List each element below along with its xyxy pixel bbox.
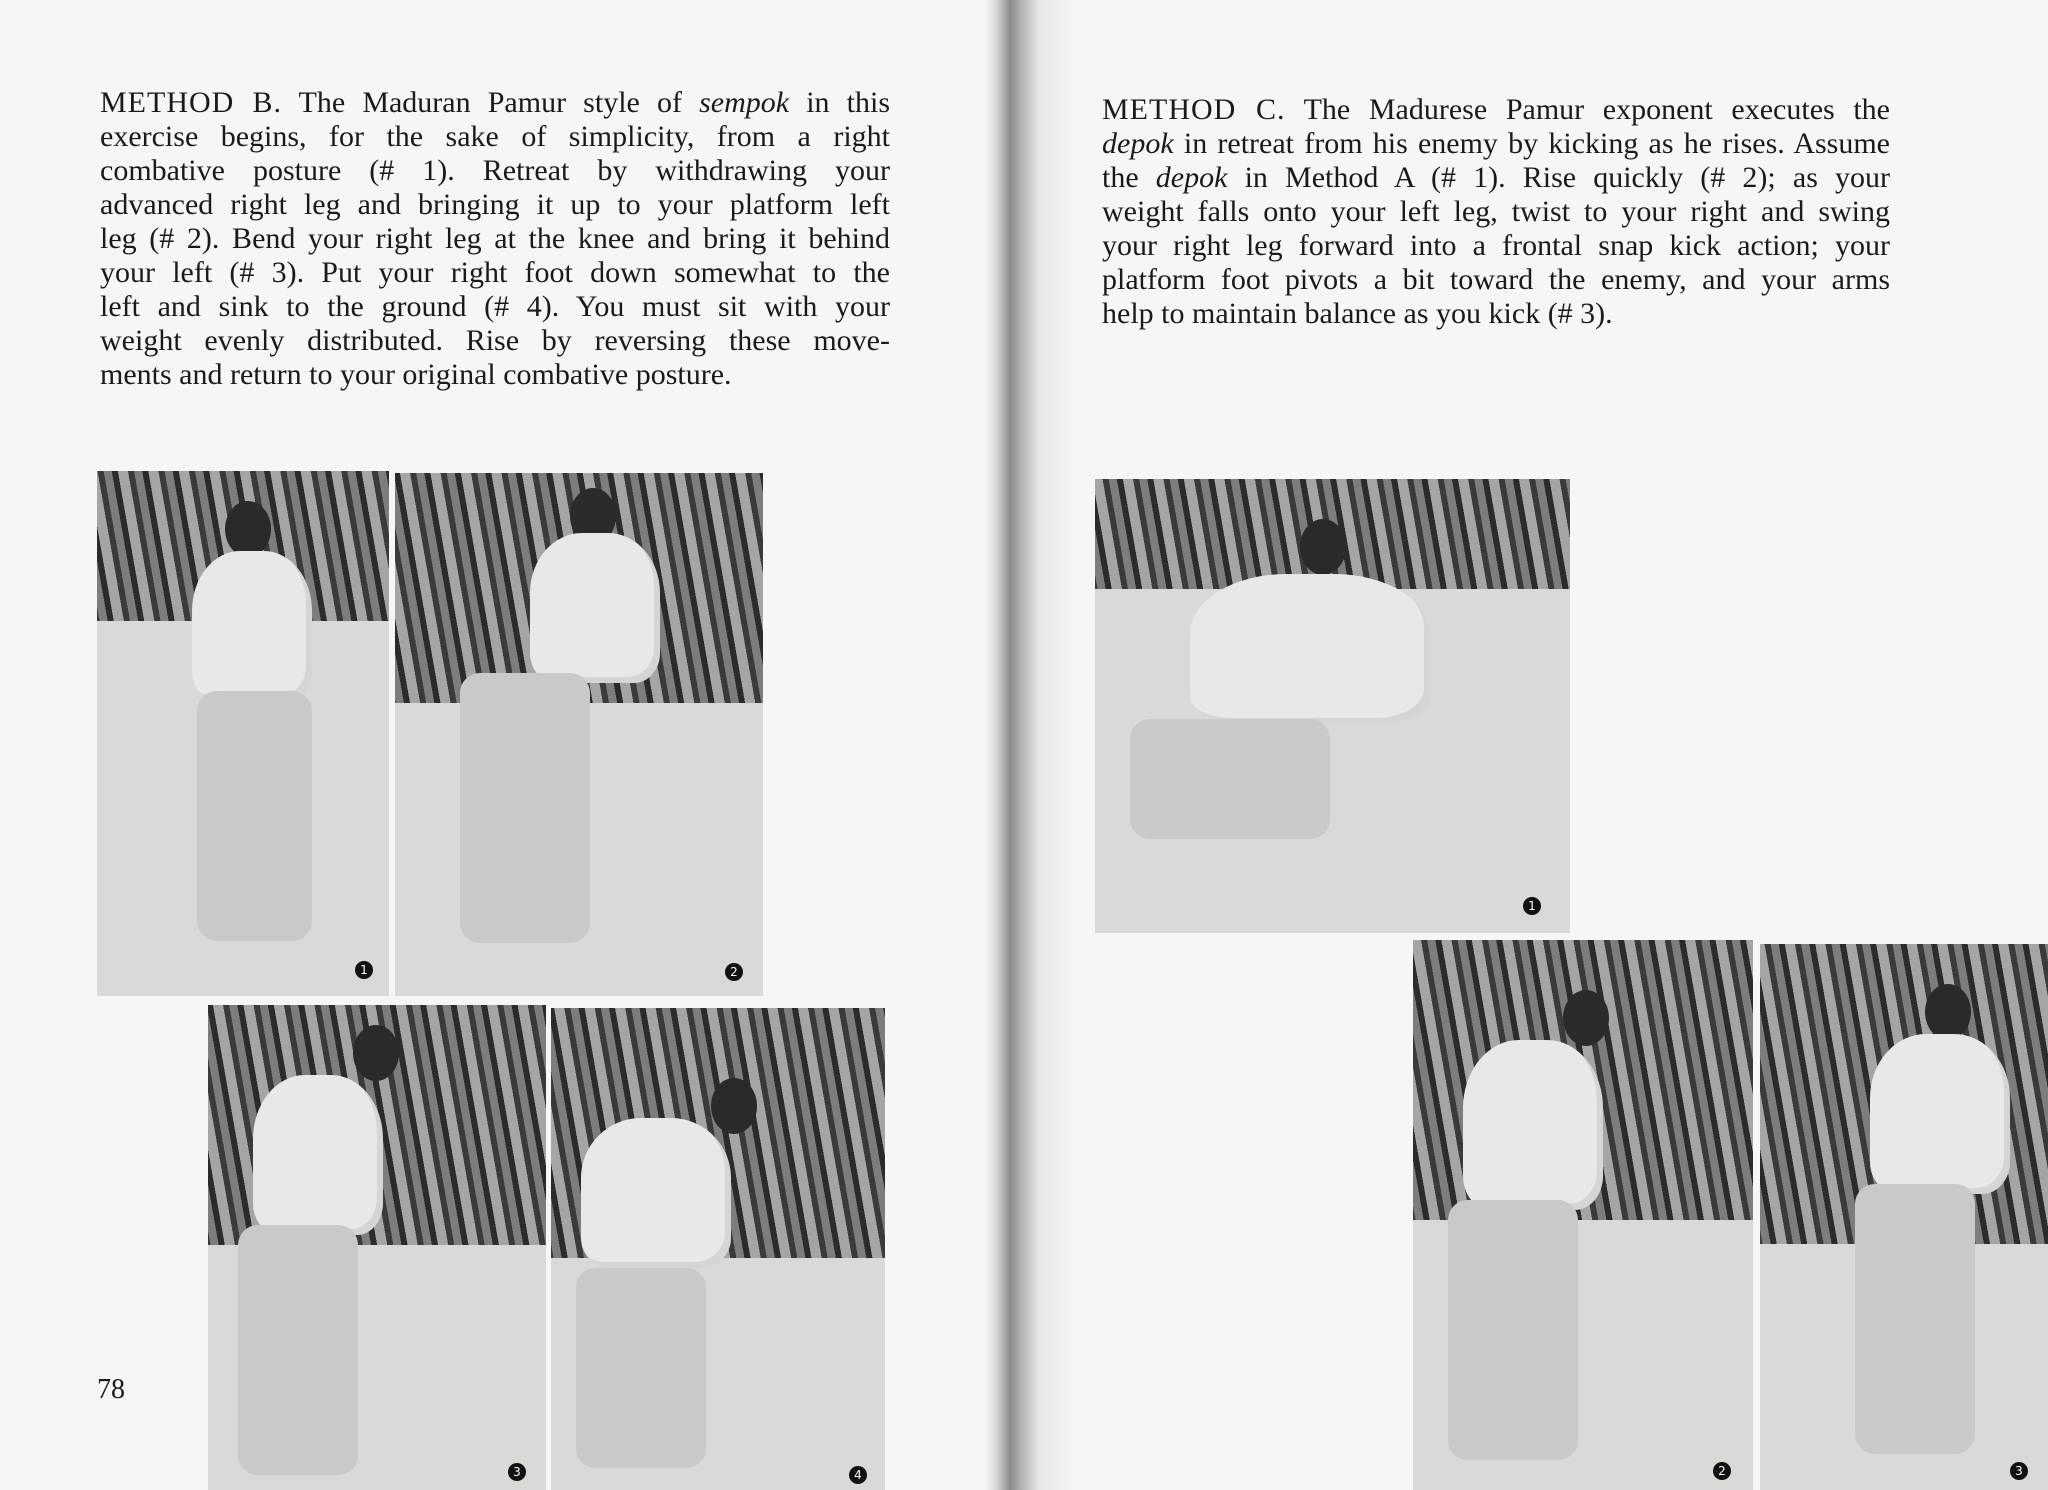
book-gutter	[985, 0, 1075, 1490]
text-line: left and sink to the ground (# 4). You must sit with your	[100, 290, 890, 323]
method-label: METHOD B.	[100, 86, 282, 119]
person-torso	[530, 533, 660, 683]
person-legs	[1130, 719, 1330, 839]
photo-number: 4	[849, 1466, 867, 1484]
text-run: in retreat from his enemy by kicking as he rises. Assume	[1173, 127, 1890, 160]
italic-term: depok	[1155, 161, 1228, 194]
photo-2-left	[395, 473, 763, 996]
person-legs	[576, 1268, 706, 1468]
person-head	[711, 1078, 757, 1134]
text-line: leg (# 2). Bend your right leg at the knee and bring it behind	[100, 222, 890, 255]
photo-number: 1	[1523, 897, 1541, 915]
text-line: platform foot pivots a bit toward the enemy, and your arms	[1102, 263, 1890, 296]
person-head	[1563, 990, 1609, 1046]
right-page-paragraph	[1102, 93, 1890, 331]
italic-term: sempok	[699, 86, 790, 119]
text-run: in Method A (# 1). Rise quickly (# 2); as your	[1227, 161, 1890, 194]
person-torso	[253, 1075, 383, 1235]
person-torso	[1870, 1034, 2010, 1194]
text-run: The Madurese Pamur exponent executes the	[1285, 93, 1890, 126]
person-legs	[1855, 1184, 1975, 1454]
photo-number: 3	[2010, 1462, 2028, 1480]
photo-2-right	[1413, 940, 1753, 1490]
text-line: exercise begins, for the sake of simplicity, from a right	[100, 120, 890, 153]
photo-3-left	[208, 1005, 546, 1490]
person-legs	[1448, 1200, 1578, 1460]
text-line: combative posture (# 1). Retreat by withdrawing your	[100, 154, 890, 187]
photo-1-left	[97, 471, 389, 996]
left-page-paragraph	[100, 86, 890, 392]
photo-3-right	[1760, 944, 2048, 1490]
text-line: your right leg forward into a frontal snap kick action; your	[1102, 229, 1890, 262]
text-line	[1102, 127, 1890, 161]
person-torso	[192, 551, 312, 701]
photo-1-right	[1095, 479, 1570, 933]
text-line: weight falls onto your left leg, twist to your right and swing	[1102, 195, 1890, 228]
photo-number: 1	[355, 961, 373, 979]
person-torso	[1463, 1040, 1603, 1210]
photo-number: 3	[508, 1463, 526, 1481]
person-torso	[581, 1118, 731, 1268]
photo-4-left	[551, 1008, 885, 1490]
photo-number: 2	[725, 963, 743, 981]
text-run: The Maduran Pamur style of	[281, 86, 700, 119]
person-legs	[460, 673, 590, 943]
person-legs	[197, 691, 312, 941]
text-run: in this	[789, 86, 891, 119]
text-line: advanced right leg and bringing it up to your platform left	[100, 188, 890, 221]
person-head	[225, 501, 271, 557]
text-line	[1102, 161, 1890, 195]
italic-term: depok	[1102, 127, 1174, 160]
text-run: the	[1102, 161, 1156, 194]
person-head	[1300, 519, 1346, 575]
photo-number: 2	[1713, 1462, 1731, 1480]
text-line	[100, 86, 890, 120]
person-head	[1925, 984, 1971, 1040]
text-line: help to maintain balance as you kick (# 3).	[1102, 297, 1613, 330]
text-line: weight evenly distributed. Rise by reversing these move-	[100, 324, 890, 357]
person-head	[353, 1025, 399, 1081]
text-line	[1102, 93, 1890, 127]
person-legs	[238, 1225, 358, 1475]
person-torso	[1190, 574, 1430, 724]
page-number: 78	[97, 1374, 125, 1405]
text-line: your left (# 3). Put your right foot down somewhat to the	[100, 256, 890, 289]
method-label: METHOD C.	[1102, 93, 1286, 126]
text-line: ments and return to your original combative posture.	[100, 358, 732, 391]
